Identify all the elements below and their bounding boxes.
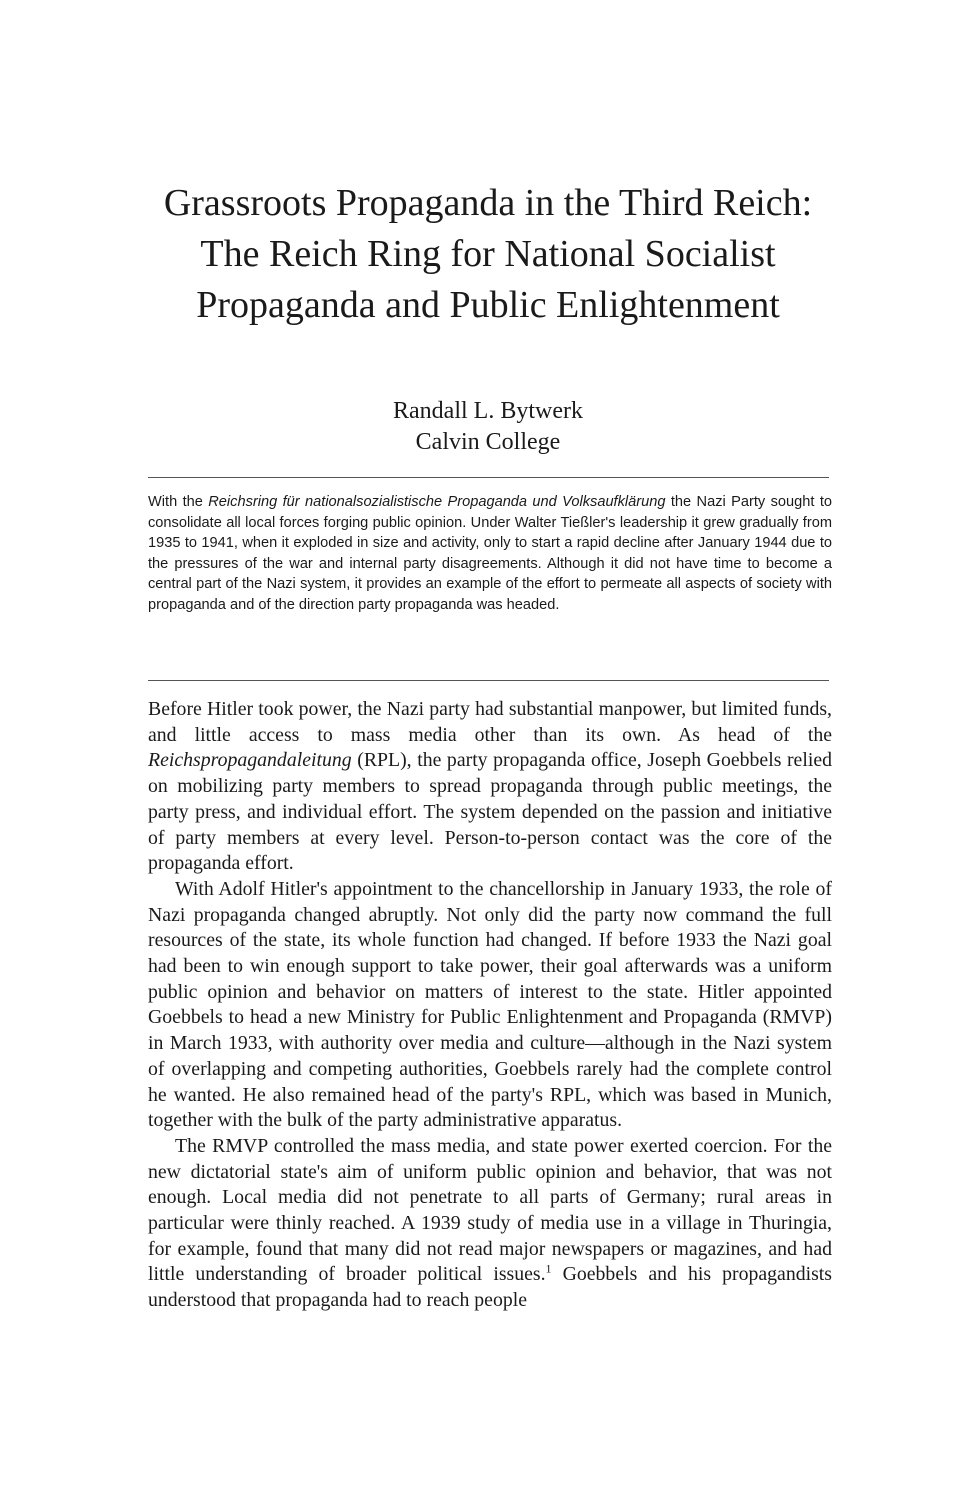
body-paragraph-3-start: The RMVP controlled the mass media, and state power exerted coercion. For the new dictatorial state's aim of uniform public opinion and behavior, that was not enough. Local media did not penetrate to all parts of Germany; rural areas in particular were thinly reached. A 1939 study of media use in a village in Thuringia, for example, found that many did not read major newspapers or magazines, and had little understanding of broader political issues. (148, 1134, 832, 1286)
body-paragraph-3-end: Goebbels and his propagandists understood that propaganda had to reach people (148, 1263, 832, 1312)
body-paragraph-2: With Adolf Hitler's appointment to the chancellorship in January 1933, the role of Nazi propaganda changed abruptly. Not only did the party now command the full resources of the state, its whole function had changed. If before 1933 the Nazi goal had been to win enough support to take power, their goal afterwards was a uniform public opinion and behavior on matters of interest to the state. Hitler appointed Goebbels to head a new Ministry for Public Enlightenment and Propaganda (RMVP) in March 1933, with authority over media and culture—although in the Nazi system of overlapping and competing authorities, Goebbels rarely had the complete control he wanted. He also remained head of the party's RPL, which was based in Munich, together with the bulk of the party administrative apparatus. (148, 877, 832, 1132)
abstract-italic-term: Reichsring für nationalsozialistische Propaganda und Volksaufklärung (208, 494, 666, 510)
abstract-top-rule (148, 477, 829, 478)
body-paragraph-1-italic: Reichspropagandaleitung (148, 749, 352, 772)
abstract-rest: the Nazi Party sought to consolidate all local forces forging public opinion. Under Walter Tießler's leadership it grew gradually from 1935 to 1941, when it exploded in size and activity, only to start a rapid decline after January 1944 due to the pressures of the war and internal party disagreements. Although it did not have time to become a central part of the Nazi system, it provides an example of the effort to permeate all aspects of society with propaganda and of the direction party propaganda was headed. (148, 494, 832, 613)
abstract-lead: With the (148, 494, 209, 510)
title-line-1: Grassroots Propaganda in the Third Reich: (163, 182, 813, 224)
body-paragraph-1-end: (RPL), the party propaganda office, Joseph Goebbels relied on mobilizing party members to spread propaganda through public meetings, the party press, and individual effort. The system depended on the passion and initiative of party members at every level. Person-to-person contact was the core of the propaganda effort. (148, 749, 832, 875)
title-line-2: The Reich Ring for National Socialist (200, 233, 776, 275)
abstract (148, 492, 832, 616)
article-title (100, 178, 876, 331)
article-body (148, 697, 832, 1314)
abstract-bottom-rule (148, 680, 829, 681)
body-paragraph-3 (148, 1134, 832, 1314)
title-line-3: Propaganda and Public Enlightenment (196, 284, 780, 326)
body-paragraph-1-start: Before Hitler took power, the Nazi party had substantial manpower, but limited funds, and little access to mass media other than its own. As head of the (148, 698, 832, 746)
author-affiliation: Calvin College (415, 429, 561, 455)
footnote-marker: 1 (545, 1261, 552, 1276)
author-block (200, 396, 776, 458)
author-name: Randall L. Bytwerk (393, 398, 583, 424)
body-paragraph-1 (148, 697, 832, 877)
